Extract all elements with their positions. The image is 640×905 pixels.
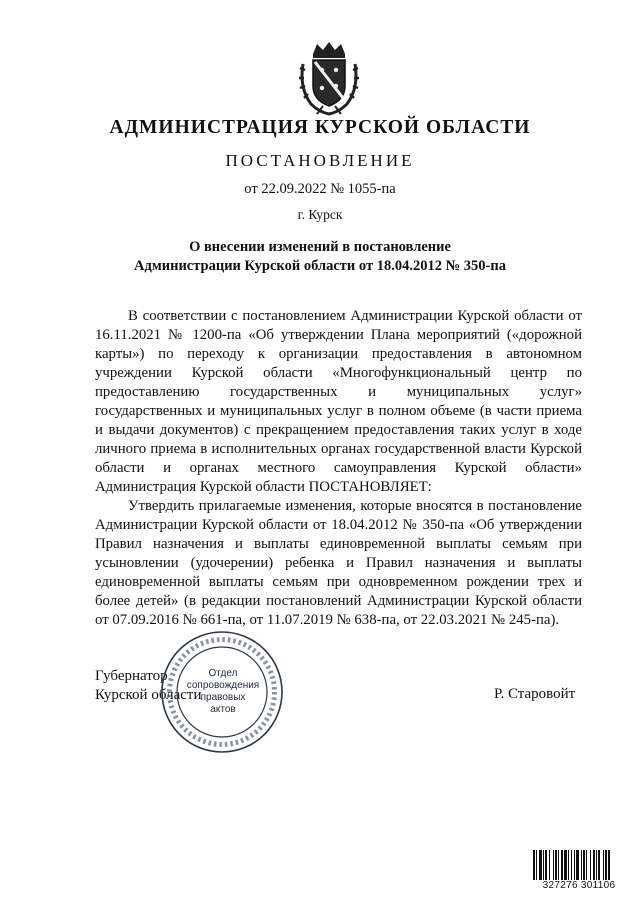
barcode-image [533,850,625,880]
document-type: ПОСТАНОВЛЕНИЕ [225,151,415,170]
subject-line-1: О внесении изменений в постановление [189,239,451,255]
subject-line-2: Администрации Курской области от 18.04.2012 № 350-па [134,258,506,274]
stamp-line-2: сопровождения [186,680,260,691]
stamp-line-3: правовых [200,692,246,703]
coat-of-arms-emblem [297,40,361,116]
stamp-line-4: актов [210,704,236,715]
document-city: г. Курск [297,207,343,222]
signatory-name: Р. Старовойт [494,686,576,702]
barcode-number: 327276 301106 [542,880,616,891]
body-paragraph-1: В соответствии с постановлением Администрации Курской области от 16.11.2021 № 1200-па «Об утверждении Плана мероприятий («дорожной карты») по переходу к организации предоставления в автономном учреждении Курской области «Многофункциональный центр по предоставлению государственных и муниципальных услуг» государственных и муниципальных услуг в полном объеме (в части приема и выдачи документов) с прекращением предоставления таких услуг в ходе личного приема в исполнительных органах государственной власти Курской области и органах местного самоуправления Курской области» Администрация Курской области ПОСТАНОВЛЯЕТ: [95,308,582,495]
signatory-title-line-1: Губернатор [95,668,168,684]
stamp-line-1: Отдел [208,668,238,679]
stamp-inner-text [172,668,274,716]
document-body [95,307,582,630]
document-date-number: от 22.09.2022 № 1055-па [244,181,396,197]
signatory-title-line-2: Курской области [95,687,202,703]
document-subject [0,238,640,276]
body-paragraph-2: Утвердить прилагаемые изменения, которые вносятся в постановление Администрации Курской области от 18.04.2012 № 350-па «Об утверждении Правил назначения и выплаты единовременной выплаты семьям при усыновлении (удочерении) ребенка и Правил назначения и выплаты единовременной выплаты семьям при одновременном рождении трех и более детей» (в редакции постановлений Администрации Курской области от 07.09.2016 № 661-па, от 11.07.2019 № 638-па, от 22.03.2021 № 245-па). [95,498,582,628]
organization-title: АДМИНИСТРАЦИЯ КУРСКОЙ ОБЛАСТИ [109,117,531,138]
